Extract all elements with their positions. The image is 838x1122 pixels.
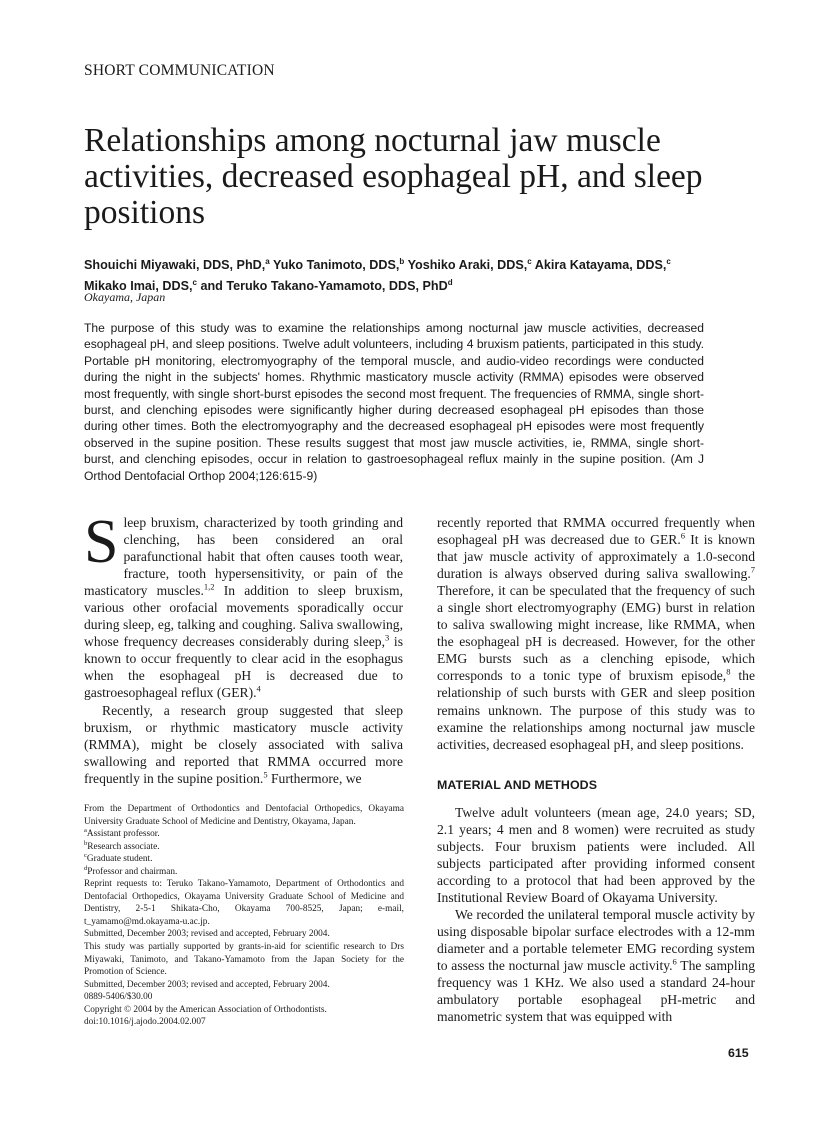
text-run: In addition to sleep bruxism, various other orofacial movements sporadically occur during sleep, eg, talking and coughing. Saliva swallowing, whose frequency decreases considerably during sleep, bbox=[84, 583, 403, 650]
footnote-text: Reprint requests to: Teruko Takano-Yamamoto, Department of Orthodontics and Dentofacial Orthopedics, Okayama University Graduate School of Medicine and Dentistry, 2-5-1 Shikata-Cho, Okayama 700-8525, Japan; e-mail, t_yamamo@md.okayama-u.ac.jp. bbox=[84, 879, 404, 927]
author-name: and Teruko Takano-Yamamoto, DDS, PhD bbox=[200, 279, 448, 294]
footnote-text: Submitted, December 2003; revised and accepted, February 2004. bbox=[84, 979, 330, 990]
footnote bbox=[84, 828, 404, 841]
author-name: Mikako Imai, DDS, bbox=[84, 279, 193, 294]
body-paragraph bbox=[437, 906, 755, 1025]
footnote-mark: b bbox=[84, 839, 88, 847]
text-run: We recorded the unilateral temporal muscle activity by using disposable bipolar surface electrodes with a 12-mm diameter and a portable telemeter EMG recording system to assess the nocturnal jaw muscle activity. bbox=[437, 906, 755, 974]
section-heading-methods: MATERIAL AND METHODS bbox=[437, 777, 598, 792]
footnote-text: From the Department of Orthodontics and Dentofacial Orthopedics, Okayama University Graduate School of Medicine and Dentistry, Okayama, Japan. bbox=[84, 804, 404, 827]
footnote-text: Assistant professor. bbox=[86, 829, 160, 840]
author-affiliation-mark: c bbox=[666, 257, 671, 266]
citation-superscript: 6 bbox=[672, 956, 677, 967]
body-paragraph bbox=[84, 702, 403, 787]
citation-superscript: 3 bbox=[384, 632, 390, 643]
footnote-text: Copyright © 2004 by the American Association of Orthodontists. bbox=[84, 1004, 327, 1015]
citation-superscript: 4 bbox=[256, 683, 261, 694]
footnote bbox=[84, 928, 404, 941]
body-column-left bbox=[84, 508, 403, 787]
footnote bbox=[84, 941, 404, 979]
footnote bbox=[84, 1016, 404, 1029]
footnote-text: doi:10.1016/j.ajodo.2004.02.007 bbox=[84, 1017, 206, 1028]
author-affiliation-mark: c bbox=[527, 257, 532, 266]
author-affiliation-mark: c bbox=[192, 278, 197, 288]
article-title: Relationships among nocturnal jaw muscle activities, decreased esophageal pH, and sleep positions bbox=[84, 122, 703, 231]
text-run: the relationship of such bursts with GER and sleep position remains unknown. The purpose of this study was to examine the relationships among nocturnal jaw muscle activities, decreased esophageal pH, and sleep positions. bbox=[437, 668, 755, 752]
text-run: is known to occur frequently to clear acid in the esophagus when the esophageal pH is decreased due to gastroesophageal reflux (GER). bbox=[84, 634, 403, 701]
citation-superscript: 6 bbox=[680, 530, 685, 541]
body-paragraph bbox=[437, 804, 755, 906]
citation-superscript: 8 bbox=[726, 666, 731, 677]
footnote bbox=[84, 1004, 404, 1017]
footnote bbox=[84, 803, 404, 828]
page-number: 615 bbox=[728, 1046, 749, 1060]
footnote-text: 0889-5406/$30.00 bbox=[84, 992, 153, 1003]
author-name: Yuko Tanimoto, DDS, bbox=[272, 258, 400, 273]
author-name: Shouichi Miyawaki, DDS, PhD, bbox=[84, 258, 266, 273]
section-label: SHORT COMMUNICATION bbox=[84, 62, 275, 79]
footnote-text: Research associate. bbox=[87, 841, 160, 852]
text-run: Therefore, it can be speculated that the frequency of such a single short electromyography (EMG) burst in relation to saliva swallowing might increase, like RMMA, when the esophageal pH is decreased. However, for the other EMG bursts such as a clenching episode, which corresponds to a tonic type of bruxism episode, bbox=[437, 583, 755, 684]
body-paragraph-intro bbox=[84, 508, 403, 702]
author-list bbox=[84, 253, 754, 295]
footnote-text: Graduate student. bbox=[86, 854, 153, 865]
footnote-text: Submitted, December 2003; revised and accepted, February 2004. bbox=[84, 929, 330, 940]
footnote bbox=[84, 878, 404, 928]
author-affiliation-mark: d bbox=[447, 278, 453, 288]
author-location: Okayama, Japan bbox=[84, 290, 166, 304]
text-run: Furthermore, we bbox=[267, 770, 362, 786]
text-run: recently reported that RMMA occurred frequently when esophageal pH was decreased due to GER. bbox=[437, 515, 755, 548]
drop-cap: S bbox=[84, 508, 119, 576]
body-paragraph bbox=[437, 514, 755, 753]
body-column-right bbox=[437, 514, 755, 1025]
footnote-mark: d bbox=[84, 864, 88, 872]
footnote bbox=[84, 853, 404, 866]
footnote-text: Professor and chairman. bbox=[87, 866, 178, 877]
footnotes bbox=[84, 803, 404, 1029]
citation-superscript: 5 bbox=[263, 769, 268, 780]
citation-superscript: 1,2 bbox=[203, 581, 215, 592]
text-run: Twelve adult volunteers (mean age, 24.0 years; SD, 2.1 years; 4 men and 8 women) were recruited as study subjects. Four bruxism patients were included. All subjects participated after providing informed consent according to a protocol that had been approved by the Institutional Review Board of Okayama University. bbox=[437, 804, 755, 905]
author-affiliation-mark: a bbox=[265, 257, 270, 266]
footnote-mark: c bbox=[84, 852, 87, 860]
text-run: leep bruxism, characterized by tooth grinding and clenching, has been considered an oral parafunctional habit that often causes tooth wear, fracture, tooth hypersensitivity, or pain of the masticatory muscles. bbox=[84, 515, 403, 599]
citation-superscript: 7 bbox=[750, 564, 755, 575]
abstract: The purpose of this study was to examine the relationships among nocturnal jaw muscle activities, decreased esophageal pH, and sleep positions. Twelve adult volunteers, including 4 bruxism patients, participated in this study. Portable pH monitoring, electromyography of the temporal muscle, and audio-video recordings were conducted during the night in the subjects' homes. Rhythmic masticatory muscle activity (RMMA) episodes were observed most frequently, with single short-burst episodes the second most frequent. The frequencies of RMMA, single short-burst, and clenching episodes were significantly higher during decreased esophageal pH episodes than those during other times. Both the electromyography and the decreased esophageal pH episodes were most frequently observed in the supine position. These results suggest that most jaw muscle activities, ie, RMMA, single short-burst, and clenching episodes, occur in relation to gastroesophageal reflux mainly in the supine position. (Am J Orthod Dentofacial Orthop 2004;126:615-9) bbox=[84, 321, 704, 483]
author-affiliation-mark: b bbox=[399, 257, 405, 266]
text-run: Recently, a research group suggested that sleep bruxism, or rhythmic masticatory muscle activity (RMMA), might be closely associated with saliva swallowing and reported that RMMA occurred more frequently in the supine position. bbox=[84, 702, 403, 786]
footnote-mark: a bbox=[84, 827, 87, 834]
footnote bbox=[84, 841, 404, 854]
author-name: Akira Katayama, DDS, bbox=[534, 258, 667, 273]
footnote bbox=[84, 866, 404, 879]
text-run: It is known that jaw muscle activity of approximately a 1.0-second duration is always observed during saliva swallowing. bbox=[437, 532, 755, 582]
author-name: Yoshiko Araki, DDS, bbox=[407, 258, 528, 273]
footnote-text: This study was partially supported by grants-in-aid for scientific research to Drs Miyawaki, Tanimoto, and Takano-Yamamoto from the Japan Society for the Promotion of Science. bbox=[84, 942, 404, 978]
footnote bbox=[84, 979, 404, 992]
footnote bbox=[84, 991, 404, 1004]
text-run: The sampling frequency was 1 KHz. We also used a standard 24-hour ambulatory portable esophageal pH-metric and manometric system that was equipped with bbox=[437, 958, 755, 1025]
